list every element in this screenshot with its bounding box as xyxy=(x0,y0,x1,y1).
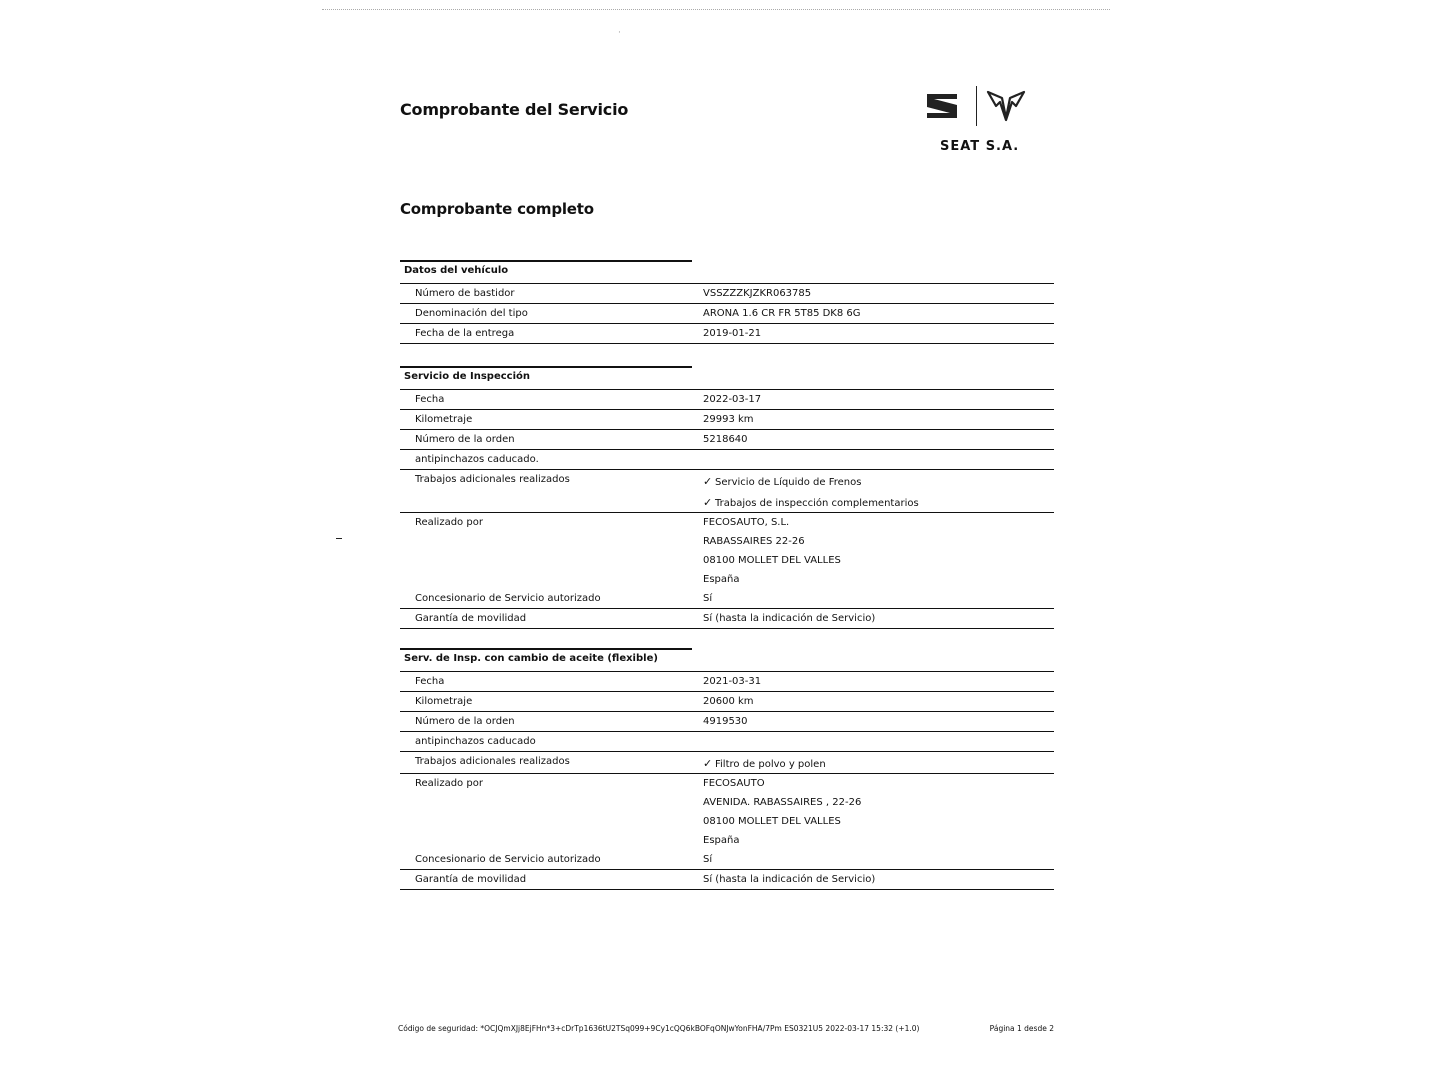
page-subtitle: Comprobante completo xyxy=(400,200,594,218)
logo-area xyxy=(920,86,1040,166)
row-label: Concesionario de Servicio autorizado xyxy=(415,854,601,865)
row-label: Fecha xyxy=(415,394,445,405)
table-row xyxy=(400,389,1054,409)
section-title: Serv. de Insp. con cambio de aceite (flexible) xyxy=(400,648,692,671)
row-value: Sí xyxy=(703,593,713,604)
row-value: 2019-01-21 xyxy=(703,328,762,339)
checkmark-icon: ✓ xyxy=(703,475,713,488)
row-value: 29993 km xyxy=(703,414,754,425)
row-label: Concesionario de Servicio autorizado xyxy=(415,593,601,604)
dealer-line: AVENIDA. RABASSAIRES , 22-26 xyxy=(703,797,862,808)
table-row xyxy=(400,303,1054,323)
row-value: VSSZZZKJZKR063785 xyxy=(703,288,812,299)
row-label: Trabajos adicionales realizados xyxy=(415,474,570,485)
row-value: 5218640 xyxy=(703,434,748,445)
page-number: Página 1 desde 2 xyxy=(989,1024,1054,1033)
row-label: Número de bastidor xyxy=(415,288,515,299)
row-label: Número de la orden xyxy=(415,434,515,445)
table-row xyxy=(400,731,1054,751)
row-label: Fecha xyxy=(415,676,445,687)
row-label: Denominación del tipo xyxy=(415,308,528,319)
seat-logo-icon xyxy=(924,90,960,122)
dealer-line: RABASSAIRES 22-26 xyxy=(703,536,805,547)
section-title: Servicio de Inspección xyxy=(400,366,692,389)
table-row xyxy=(400,711,1054,731)
table-row xyxy=(400,409,1054,429)
section-aceite xyxy=(400,648,1054,890)
row-label: Realizado por xyxy=(415,517,483,528)
section-vehiculo xyxy=(400,260,1054,344)
table-row xyxy=(400,751,1054,773)
row-label: Realizado por xyxy=(415,778,483,789)
row-value: 20600 km xyxy=(703,696,754,707)
row-label: Garantía de movilidad xyxy=(415,613,527,624)
row-value: Sí xyxy=(703,854,713,865)
cupra-logo-icon xyxy=(986,88,1026,122)
work-item: Trabajos de inspección complementarios xyxy=(715,498,919,509)
row-label: Número de la orden xyxy=(415,716,515,727)
work-item: Filtro de polvo y polen xyxy=(715,759,826,770)
dealer-line: FECOSAUTO, S.L. xyxy=(703,517,790,528)
table-row xyxy=(400,869,1054,890)
dealer-line: 08100 MOLLET DEL VALLES xyxy=(703,555,841,566)
row-label: Trabajos adicionales realizados xyxy=(415,756,570,767)
row-note: antipinchazos caducado xyxy=(415,736,536,747)
section-title: Datos del vehículo xyxy=(400,260,692,283)
table-row xyxy=(400,429,1054,449)
table-row xyxy=(400,512,1054,608)
checkmark-icon: ✓ xyxy=(703,496,713,509)
row-label: Kilometraje xyxy=(415,414,473,425)
row-label: Fecha de la entrega xyxy=(415,328,515,339)
table-row xyxy=(400,469,1054,512)
scan-border xyxy=(322,9,1110,10)
row-value: 2021-03-31 xyxy=(703,676,762,687)
work-item: Servicio de Líquido de Frenos xyxy=(715,477,862,488)
row-value: ARONA 1.6 CR FR 5T85 DK8 6G xyxy=(703,308,861,319)
page-footer xyxy=(398,1024,1054,1033)
row-value: Sí (hasta la indicación de Servicio) xyxy=(703,874,876,885)
page-title: Comprobante del Servicio xyxy=(400,100,629,119)
table-row xyxy=(400,283,1054,303)
table-row xyxy=(400,691,1054,711)
table-row xyxy=(400,671,1054,691)
table-row xyxy=(400,449,1054,469)
row-label: Garantía de movilidad xyxy=(415,874,527,885)
checkmark-icon: ✓ xyxy=(703,757,713,770)
dealer-line: FECOSAUTO xyxy=(703,778,765,789)
scan-speck: · xyxy=(618,28,621,38)
logo-divider xyxy=(976,86,977,126)
security-code: Código de seguridad: *OCJQmXJj8EjFHn*3+cDrTp1636tU2TSq099+9Cy1cQQ6kBOFqONJwYonFHA/7Pm ES0321U5 2022-03-17 15:32 (+1.0) xyxy=(398,1024,920,1033)
dealer-line: España xyxy=(703,574,740,585)
table-row xyxy=(400,773,1054,869)
row-note: antipinchazos caducado. xyxy=(415,454,539,465)
scan-mark xyxy=(336,538,342,539)
table-row xyxy=(400,323,1054,344)
row-value: 4919530 xyxy=(703,716,748,727)
company-name: SEAT S.A. xyxy=(940,139,1020,154)
section-inspeccion xyxy=(400,366,1054,629)
dealer-line: 08100 MOLLET DEL VALLES xyxy=(703,816,841,827)
row-label: Kilometraje xyxy=(415,696,473,707)
table-row xyxy=(400,608,1054,629)
row-value: 2022-03-17 xyxy=(703,394,762,405)
dealer-line: España xyxy=(703,835,740,846)
row-value: Sí (hasta la indicación de Servicio) xyxy=(703,613,876,624)
